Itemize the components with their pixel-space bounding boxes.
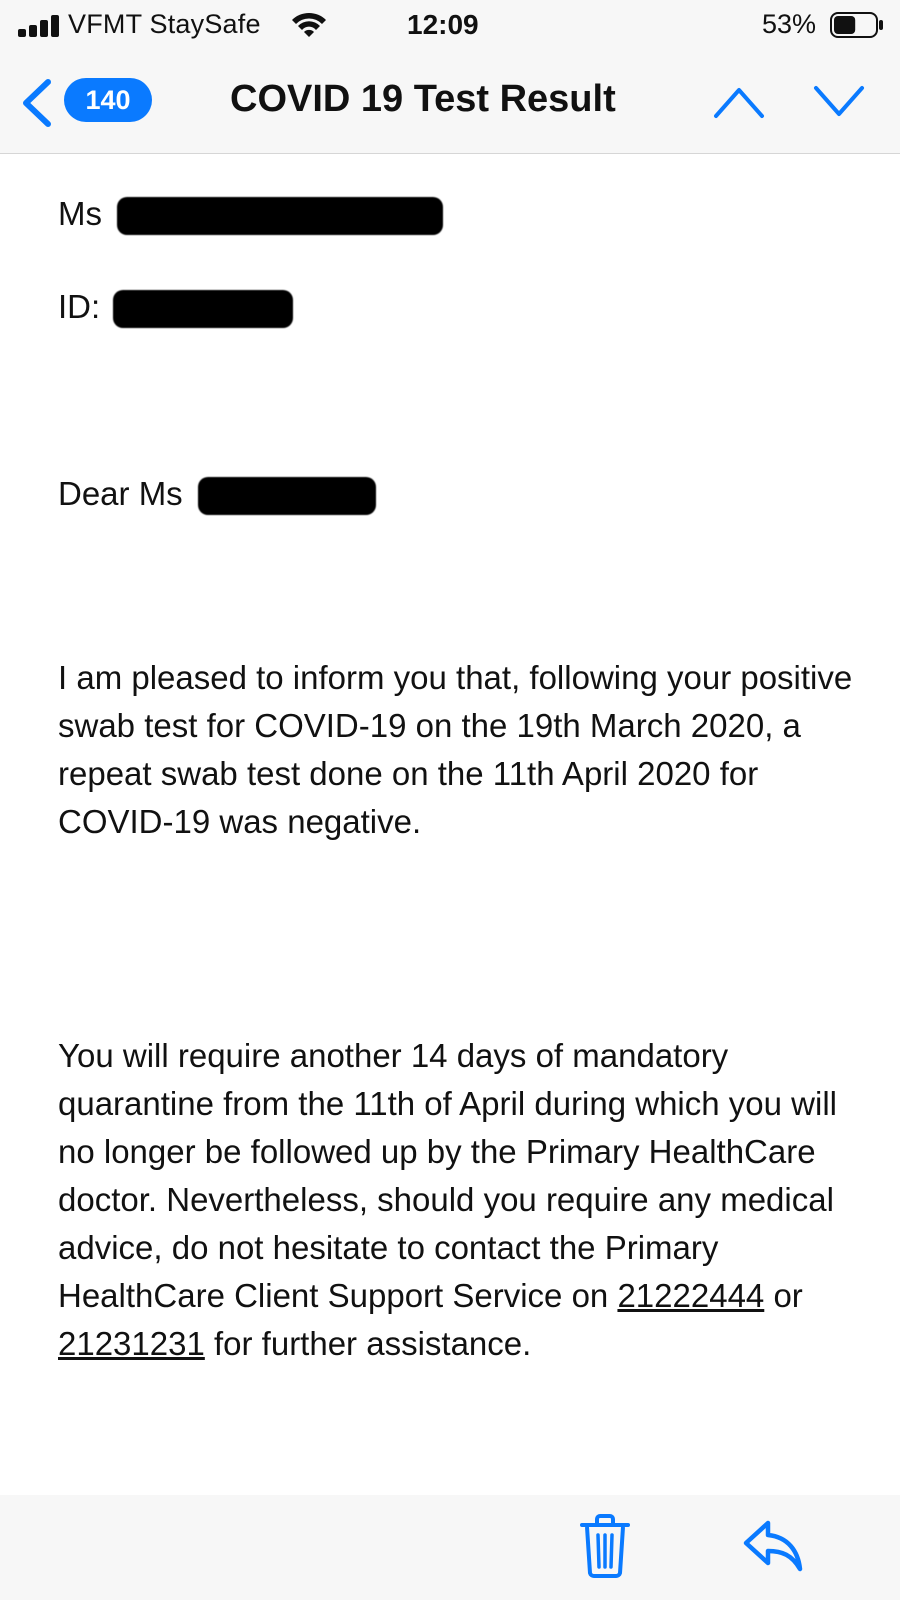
redacted-name xyxy=(117,197,443,235)
wifi-icon xyxy=(290,9,328,39)
email-subject-title: COVID 19 Test Result xyxy=(230,78,616,120)
back-chevron-icon[interactable] xyxy=(18,78,58,128)
redacted-id xyxy=(113,290,293,328)
carrier-name: VFMT StaySafe xyxy=(68,9,261,39)
id-label: ID: xyxy=(58,288,101,325)
paragraph-2-text-c: for further assistance. xyxy=(204,1325,532,1362)
greeting-line xyxy=(58,470,858,518)
status-time: 12:09 xyxy=(407,9,479,40)
chevron-up-icon[interactable] xyxy=(712,82,766,122)
bottom-toolbar xyxy=(0,1495,900,1600)
battery-icon xyxy=(830,12,884,38)
signal-icon xyxy=(18,15,62,37)
greeting-prefix: Dear Ms xyxy=(58,475,183,512)
phone-link-1[interactable]: 21222444 xyxy=(617,1277,765,1314)
paragraph-2-text-b: or xyxy=(764,1277,803,1314)
email-paragraph-1: I am pleased to inform you that, following your positive swab test for COVID-19 on the 19th March 2020, a repeat swab test done on the 11th April 2020 for COVID-19 was negative. xyxy=(58,659,853,840)
email-paragraph-2 xyxy=(58,1032,858,1368)
recipient-id-line xyxy=(58,283,858,331)
mailbox-count-badge[interactable]: 140 xyxy=(64,78,152,122)
status-bar xyxy=(0,0,900,50)
trash-icon[interactable] xyxy=(578,1513,632,1579)
redacted-greeting-name xyxy=(198,477,376,515)
phone-link-2[interactable]: 21231231 xyxy=(58,1325,205,1362)
salutation-prefix: Ms xyxy=(58,195,102,232)
nav-bar xyxy=(0,50,900,154)
chevron-down-icon[interactable] xyxy=(812,82,866,122)
battery-percent: 53% xyxy=(762,9,817,39)
paragraph-2-text-a: You will require another 14 days of mandatory quarantine from the 11th of April during which you will no longer be followed up by the Primary HealthCare doctor. Nevertheless, should you require any medical advice, do not hesitate to contact the Primary HealthCare Client Support Service on xyxy=(58,1037,837,1314)
reply-icon[interactable] xyxy=(742,1517,804,1575)
recipient-name-line xyxy=(58,190,858,238)
